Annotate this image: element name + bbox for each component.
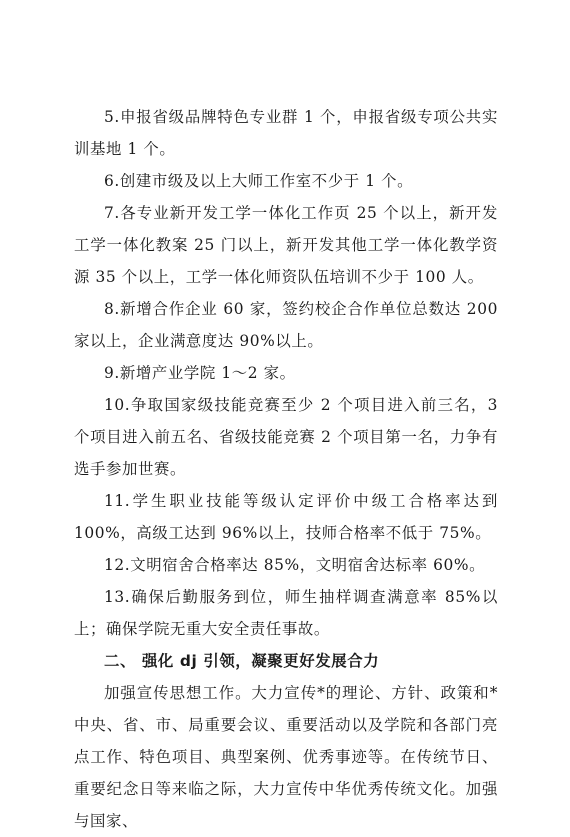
body-paragraph: 加强宣传思想工作。大力宣传*的理论、方针、政策和*中央、省、市、局重要会议、重要活动以及学院和各部门亮点工作、特色项目、典型案例、优秀事迹等。在传统节日、重要纪念日等来临之际，大力宣传中华优秀传统文化。加强与国家、 [74, 684, 498, 830]
document-body [74, 101, 498, 837]
list-item-11: 11.学生职业技能等级认定评价中级工合格率达到 100%，高级工达到 96%以上，技师合格率不低于 75%。 [74, 492, 498, 542]
list-item-9: 9.新增产业学院 1～2 家。 [104, 364, 296, 382]
list-item-5: 5.申报省级品牌特色专业群 1 个，申报省级专项公共实训基地 1 个。 [74, 108, 498, 158]
list-item-7: 7.各专业新开发工学一体化工作页 25 个以上，新开发工学一体化教案 25 门以上，新开发其他工学一体化教学资源 35 个以上，工学一体化师资队伍培训不少于 100 人。 [74, 204, 498, 286]
list-item-13: 13.确保后勤服务到位，师生抽样调查满意率 85%以上；确保学院无重大安全责任事故。 [74, 588, 498, 638]
list-item-10: 10.争取国家级技能竞赛至少 2 个项目进入前三名，3 个项目进入前五名、省级技能竞赛 2 个项目第一名，力争有选手参加世赛。 [74, 396, 498, 478]
list-item-8: 8.新增合作企业 60 家，签约校企合作单位总数达 200 家以上，企业满意度达 90%以上。 [74, 300, 498, 350]
section-heading: 二、 强化 dj 引领，凝聚更好发展合力 [104, 652, 380, 670]
list-item-6: 6.创建市级及以上大师工作室不少于 1 个。 [104, 172, 414, 190]
list-item-12: 12.文明宿舍合格率达 85%，文明宿舍达标率 60%。 [104, 556, 486, 574]
